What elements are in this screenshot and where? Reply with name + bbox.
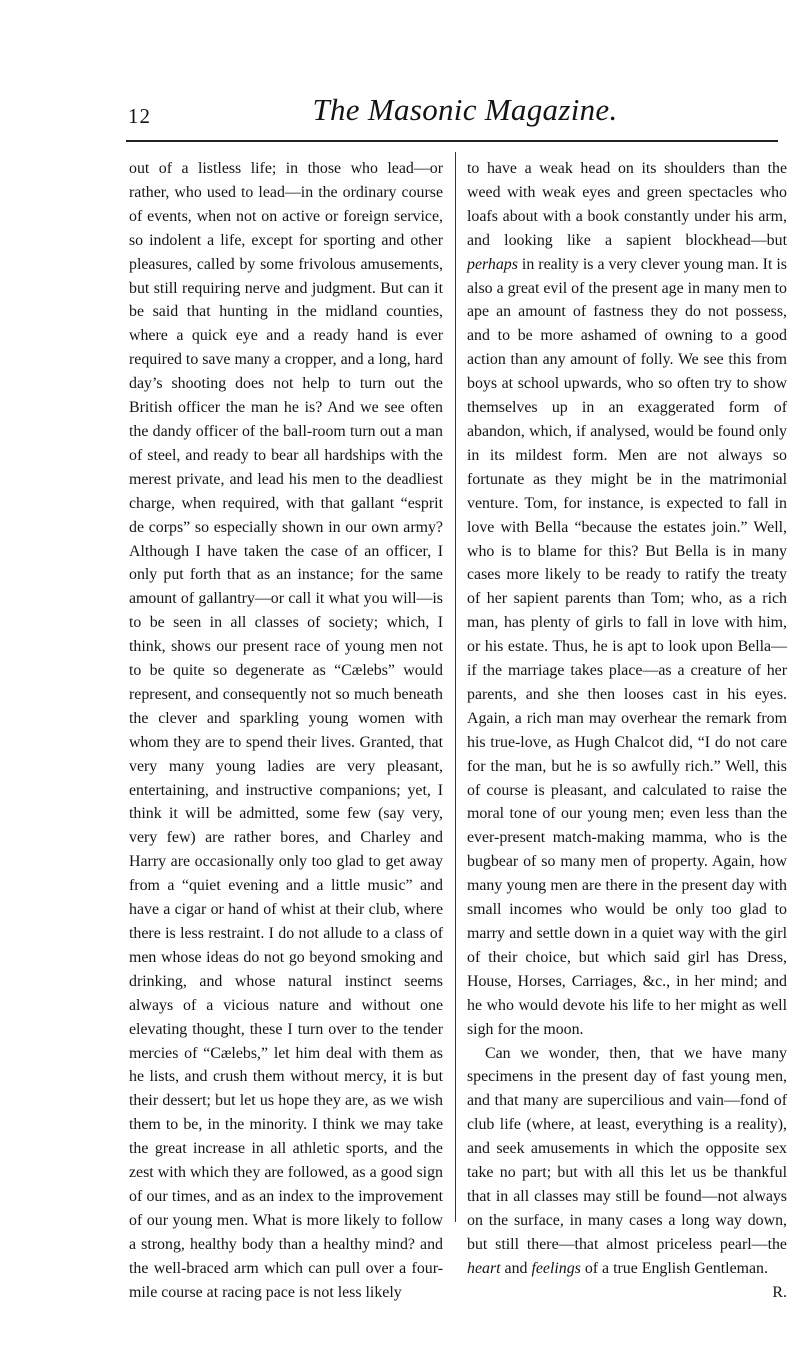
- author-signature: R.: [772, 1283, 787, 1301]
- left-column: [129, 157, 443, 1305]
- right-column: [467, 157, 787, 1305]
- emphasis-heart: heart: [467, 1259, 501, 1277]
- text-run: Can we wonder, then, that we have many specimens in the present day of fast young men, and that many are supercilious and vain—fond of club life (where, at least, everything is a reality), and seek amusements in which the opposite sex take no part; but with all this let us be thankful that in all classes may still be found—not always on the surface, in many cases a long way down, but still there—that almost priceless pearl—the: [467, 1044, 787, 1253]
- emphasis-perhaps: perhaps: [467, 255, 518, 273]
- running-title: The Masonic Magazine.: [312, 92, 618, 127]
- text-run: in reality is a very clever young man. It is also a great evil of the present age in many men to ape an amount of fastness they do not possess, and to be more ashamed of owning to a good action than any amount of folly. We see this from boys at school upwards, who so often try to show themselves up in an exaggerated form of abandon, which, if analysed, would be found only in its mildest form. Men are not always so fortunate as they might be in the matrimonial venture. Tom, for instance, is expected to fall in love with Bella “because the estates join.” Well, who is to blame for this? But Bella is in many cases more likely to be ready to ratify the treaty of her sapient parents than Tom; who, as a rich man, has plenty of girls to fall in love with him, or his estate. Thus, he is apt to look upon Bella—if the marriage takes place—as a creature of her parents, and she then looses cast in his eyes. Again, a rich man may overhear the remark from his true-love, as Hugh Chalcot did, “I do not care for the man, but he is so awfully rich.” Well, this of course is pleasant, and calculated to raise the moral tone of our young men; even less than the ever-present match-making mamma, who is the bugbear of so many men of property. Again, how many young men are there in the present day with small incomes who would be only too glad to marry and settle down in a quiet way with the girl of their choice, but which said girl has Dress, House, Horses, Carriages, &c., in her mind; and he who would devote his life to her might as well sigh for the moon.: [467, 255, 787, 1038]
- header-rule: [126, 140, 778, 142]
- column-divider: [455, 152, 456, 1222]
- text-run: of a true English Gentleman.: [580, 1259, 768, 1277]
- text-run: to have a weak head on its shoulders than the weed with weak eyes and green spectacles who loafs about with a book constantly under his arm, and looking like a sapient blockhead—but: [467, 160, 787, 249]
- paragraph-closing: [467, 1042, 787, 1301]
- page-number: 12: [128, 104, 151, 128]
- paragraph-continued: [467, 157, 787, 1042]
- emphasis-feelings: feelings: [531, 1259, 581, 1277]
- left-column-text: out of a listless life; in those who lead—or rather, who used to lead—in the ordinary course of events, when not on active or foreign service, so indolent a life, except for sporting and other pleasures, called by some frivolous amusements, but still requiring nerve and judgment. But can it be said that hunting in the midland counties, where a quick eye and a ready hand is ever required to save many a cropper, and a long, hard day’s shooting does not help to turn out the British officer the man he is? And we see often the dandy officer of the ball-room turn out a man of steel, and ready to bear all hardships with the merest private, and lead his men to the deadliest charge, when required, with that gallant “esprit de corps” so especially shown in our own army? Although I have taken the case of an officer, I only put forth that as an instance; for the same amount of gallantry—or call it what you will—is to be seen in all classes of society; which, I think, shows our present race of young men not to be quite so degenerate as “Cælebs” would represent, and consequently not so much beneath the clever and sparkling young women with whom they are to spend their lives. Granted, that very many young ladies are very pleasant, entertaining, and instructive companions; yet, I think it will be admitted, some few (say very, very few) are rather bores, and Charley and Harry are occasionally only too glad to get away from a “quiet evening and a little music” and have a cigar or hand of whist at their club, where there is less restraint. I do not allude to a class of men whose ideas do not go beyond smoking and drinking, and whose natural instinct seems always of a vicious nature and without one elevating thought, these I turn over to the tender mercies of “Cælebs,” let him deal with them as he lists, and crush them without mercy, it is but their dessert; but let us hope they are, as we wish them to be, in the minority. I think we may take the great increase in all athletic sports, and the zest with which they are followed, as a good sign of our times, and as an index to the improvement of our young men. What is more likely to follow a strong, healthy body than a healthy mind? and the well-braced arm which can pull over a four-mile course at racing pace is not less likely: [129, 160, 443, 1301]
- text-run: and: [500, 1259, 532, 1277]
